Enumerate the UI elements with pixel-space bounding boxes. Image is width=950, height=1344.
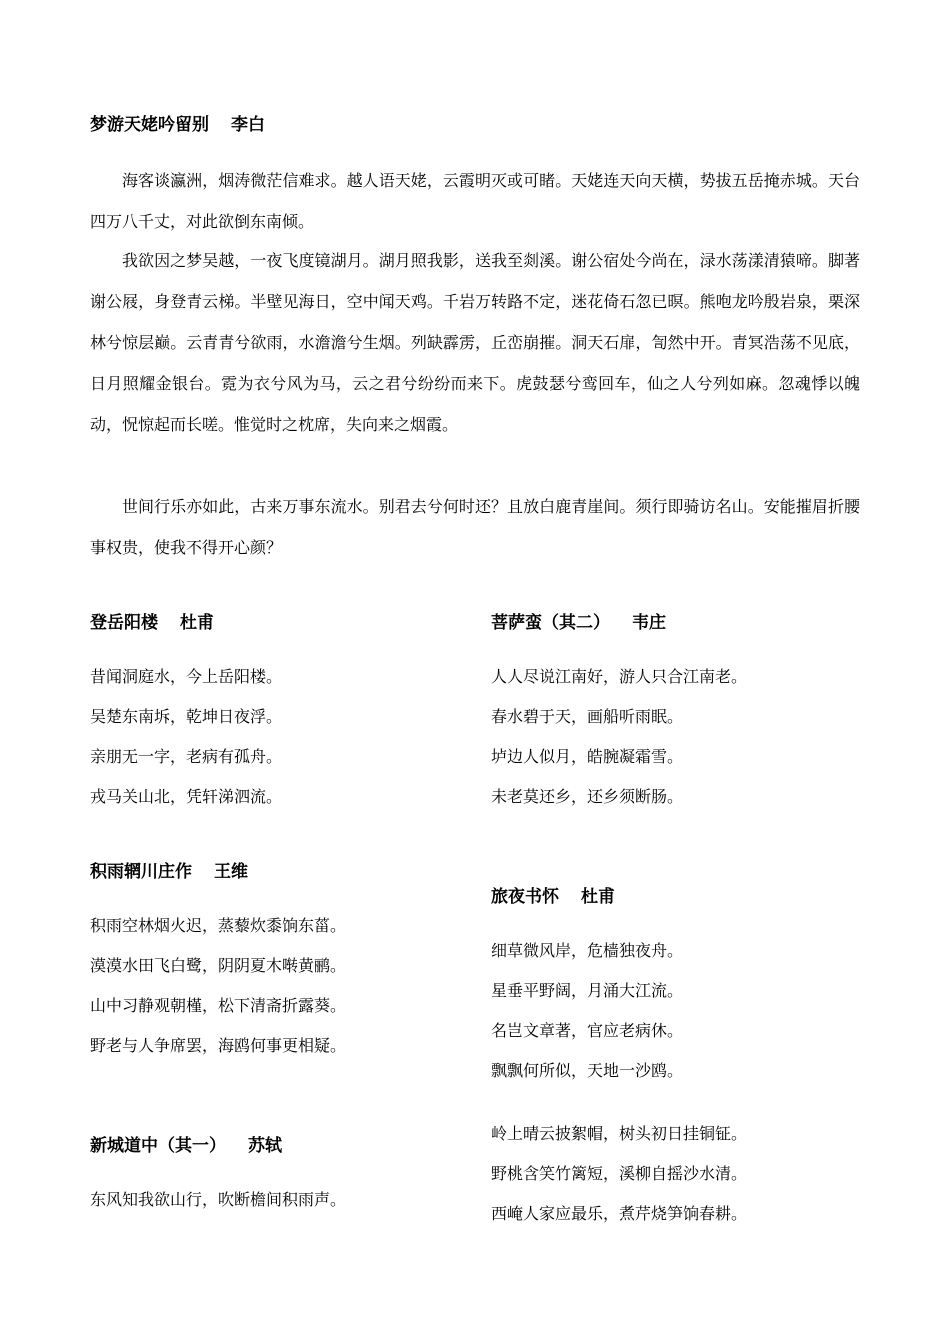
poem-line: 东风知我欲山行，吹断檐间积雨声。 [90, 1190, 347, 1209]
poem-author: 杜甫 [581, 887, 615, 907]
poem-body-xin-cheng-dao-zhong [90, 1180, 346, 1220]
poem-line: 岭上晴云披絮帽，树头初日挂铜钲。 [491, 1124, 748, 1143]
poem-title-meng-you-tian-mu [90, 113, 265, 137]
poem-author: 王维 [214, 862, 248, 882]
poem-line: 野桃含笑竹篱短，溪柳自摇沙水清。 [491, 1164, 748, 1183]
poem-line: 人人尽说江南好，游人只合江南老。 [491, 667, 748, 686]
poem-title-text: 菩萨蛮（其二） [491, 613, 610, 633]
poem-line: 亲朋无一字，老病有孤舟。 [90, 747, 283, 766]
poem-title-ji-yu-wang-chuan [90, 860, 248, 884]
poem-line: 漠漠水田飞白鹭，阴阴夏木啭黄鹂。 [90, 956, 347, 975]
poem-line: 戎马关山北，凭轩涕泗流。 [90, 787, 283, 806]
poem-line: 名岂文章著，官应老病休。 [491, 1021, 684, 1040]
poem-title-text: 梦游天姥吟留别 [90, 115, 209, 135]
poem-line: 垆边人似月，皓腕凝霜雪。 [491, 747, 684, 766]
poem-paragraph-2: 我欲因之梦吴越，一夜飞度镜湖月。湖月照我影，送我至剡溪。谢公宿处今尚在，渌水荡漾清猿啼。脚著谢公屐，身登青云梯。半壁见海日，空中闻天鸡。千岩万转路不定，迷花倚石忽已暝。熊咆龙吟殷岩泉，栗深林兮惊层巅。云青青兮欲雨，水澹澹兮生烟。列缺霹雳，丘峦崩摧。洞天石扉，訇然中开。青冥浩荡不见底，日月照耀金银台。霓为衣兮风为马，云之君兮纷纷而来下。虎鼓瑟兮鸾回车，仙之人兮列如麻。忽魂悸以魄动，怳惊起而长嗟。惟觉时之枕席，失向来之烟霞。 [90, 251, 860, 434]
poem-body-deng-yue-yang-lou [90, 657, 282, 817]
poem-title-pu-sa-man [491, 611, 666, 635]
poem-title-xin-cheng-dao-zhong [90, 1134, 282, 1158]
poem-author: 李白 [231, 115, 265, 135]
poem-line: 吴楚东南坼，乾坤日夜浮。 [90, 707, 283, 726]
poem-title-text: 登岳阳楼 [90, 613, 158, 633]
poem-paragraph-1: 海客谈瀛洲，烟涛微茫信难求。越人语天姥，云霞明灭或可睹。天姥连天向天横，势拔五岳掩赤城。天台四万八千丈，对此欲倒东南倾。 [90, 171, 860, 231]
poem-author: 苏轼 [248, 1136, 282, 1156]
poem-paragraph-3: 世间行乐亦如此，古来万事东流水。别君去兮何时还？且放白鹿青崖间。须行即骑访名山。安能摧眉折腰事权贵，使我不得开心颜？ [90, 497, 860, 557]
poem-line: 西崦人家应最乐，煮芹烧笋饷春耕。 [491, 1204, 748, 1223]
poem-line: 昔闻洞庭水，今上岳阳楼。 [90, 667, 283, 686]
poem-author: 韦庄 [632, 613, 666, 633]
poem-line: 野老与人争席罢，海鸥何事更相疑。 [90, 1036, 347, 1055]
poem-body-pu-sa-man [491, 657, 747, 817]
poem-title-deng-yue-yang-lou [90, 611, 214, 635]
poem-line: 细草微风岸，危樯独夜舟。 [491, 941, 684, 960]
poem-title-text: 旅夜书怀 [491, 887, 559, 907]
poem-body-lv-ye-shu-huai [491, 931, 683, 1091]
poem-body-ji-yu-wang-chuan [90, 906, 346, 1066]
poem-title-lv-ye-shu-huai [491, 885, 615, 909]
poem-line: 春水碧于天，画船听雨眠。 [491, 707, 684, 726]
poem-line: 星垂平野阔，月涌大江流。 [491, 981, 684, 1000]
poem-line: 未老莫还乡，还乡须断肠。 [491, 787, 684, 806]
poem-title-text: 新城道中（其一） [90, 1136, 226, 1156]
poem-line: 飘飘何所似，天地一沙鸥。 [491, 1061, 684, 1080]
poem-author: 杜甫 [180, 613, 214, 633]
poem-line: 积雨空林烟火迟，蒸藜炊黍饷东菑。 [90, 916, 347, 935]
poem-title-text: 积雨辋川庄作 [90, 862, 192, 882]
poem-body-xin-cheng-dao-zhong-continued [491, 1114, 747, 1234]
poem-line: 山中习静观朝槿，松下清斋折露葵。 [90, 996, 347, 1015]
